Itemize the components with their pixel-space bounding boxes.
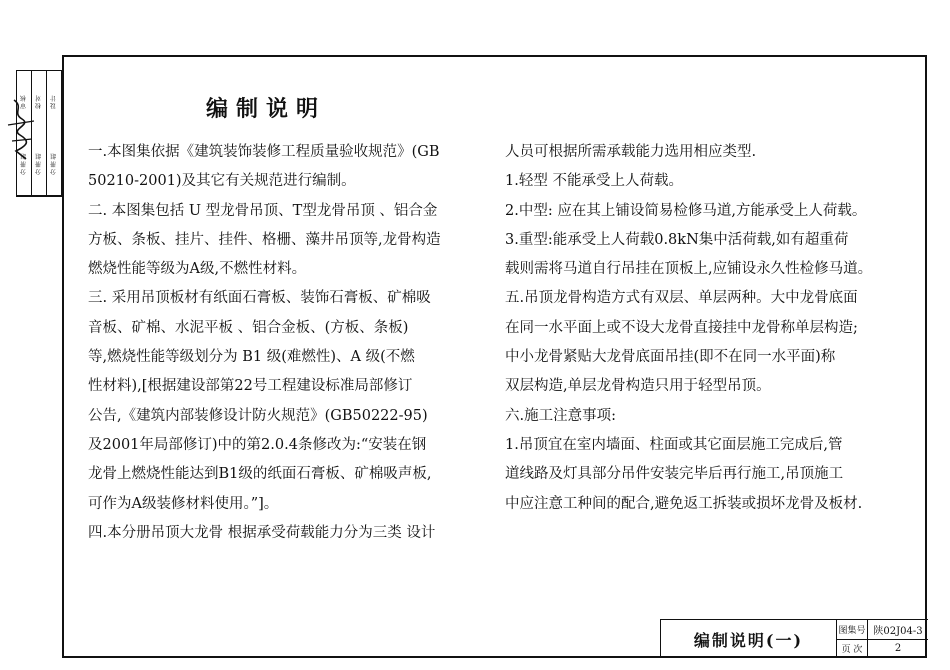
text-line: 3.重型:能承受上人荷载0.8kN集中活荷载,如有超重荷 [505, 231, 849, 248]
sheet-name: 编制说明(一) [661, 620, 837, 658]
left-text-column [88, 138, 488, 548]
text-line: 方板、条板、挂片、挂件、格栅、藻井吊顶等,龙骨构造 [88, 231, 441, 248]
text-line: 中小龙骨紧贴大龙骨底面吊挂(即不在同一水平面)称 [505, 349, 836, 366]
atlas-row [837, 620, 928, 639]
text-line: 中应注意工种间的配合,避免返工拆装或损坏龙骨及板材. [505, 495, 863, 512]
text-line: 1.轻型 不能承受上人荷载。 [505, 173, 683, 190]
stamp-unit: 分 册 组 [47, 133, 61, 196]
stamp-column [46, 71, 61, 196]
page-value: 2 [894, 643, 902, 655]
atlas-value: 陕02J04-3 [873, 625, 923, 637]
text-line: 人员可根据所需承载能力选用相应类型. [505, 144, 757, 160]
right-text-column [505, 138, 905, 519]
text-line: 性材料),[根据建设部第22号工程建设标准局部修订 [88, 378, 413, 395]
stamp-unit: 分 册 组 [32, 133, 46, 196]
text-line: 2.中型: 应在其上铺设简易检修马道,方能承受上人荷载。 [505, 202, 867, 219]
text-line: 公告,《建筑内部装修设计防火规范》(GB50222-95) [88, 407, 428, 424]
text-line: 六.施工注意事项: [505, 407, 616, 424]
text-line: 三. 采用吊顶板材有纸面石膏板、装饰石膏板、矿棉吸 [88, 290, 431, 307]
page-row [837, 639, 928, 659]
atlas-label: 图集号 [837, 620, 868, 639]
page-title: 编制说明 [206, 96, 327, 122]
text-line: 四.本分册吊顶大龙骨 根据承受荷载能力分为三类 设计 [88, 524, 436, 541]
text-line: 载则需将马道自行吊挂在顶板上,应铺设永久性检修马道。 [505, 261, 873, 278]
text-line: 龙骨上燃烧性能达到B1级的纸面石膏板、矿棉吸声板, [88, 466, 432, 483]
text-line: 等,燃烧性能等级划分为 B1 级(难燃性)、A 级(不燃 [88, 349, 415, 366]
text-line: 道线路及灯具部分吊件安装完毕后再行施工,吊顶施工 [505, 466, 844, 483]
text-line: 二. 本图集包括 U 型龙骨吊顶、T型龙骨吊顶 、铝合金 [88, 202, 438, 219]
text-line: 1.吊顶宜在室内墙面、柱面或其它面层施工完成后,管 [505, 436, 843, 453]
text-line: 燃烧性能等级为A级,不燃性材料。 [88, 261, 307, 278]
title-block [660, 619, 928, 658]
text-line: 一.本图集依据《建筑装饰装修工程质量验收规范》(GB [88, 144, 440, 160]
text-line: 在同一水平面上或不设大龙骨直接挂中龙骨称单层构造; [505, 319, 858, 336]
stamp-role: 设 计 [50, 95, 58, 109]
handwritten-signature [4, 95, 44, 165]
stamp-role: 审 核 [20, 95, 28, 109]
text-line: 50210-2001)及其它有关规范进行编制。 [88, 173, 356, 190]
stamp-role: 校 对 [35, 95, 43, 109]
page-label: 页 次 [837, 640, 868, 659]
text-line: 及2001年局部修订)中的第2.0.4条修改为:“安装在钢 [88, 436, 427, 453]
text-line: 音板、矿棉、水泥平板 、铝合金板、(方板、条板) [88, 319, 409, 336]
title-block-meta [837, 620, 928, 658]
text-line: 双层构造,单层龙骨构造只用于轻型吊顶。 [505, 378, 771, 395]
text-line: 可作为A级装修材料使用。”]。 [88, 495, 279, 512]
text-line: 五.吊顶龙骨构造方式有双层、单层两种。大中龙骨底面 [505, 290, 858, 307]
stamp-unit: 分 册 组 [17, 133, 31, 196]
